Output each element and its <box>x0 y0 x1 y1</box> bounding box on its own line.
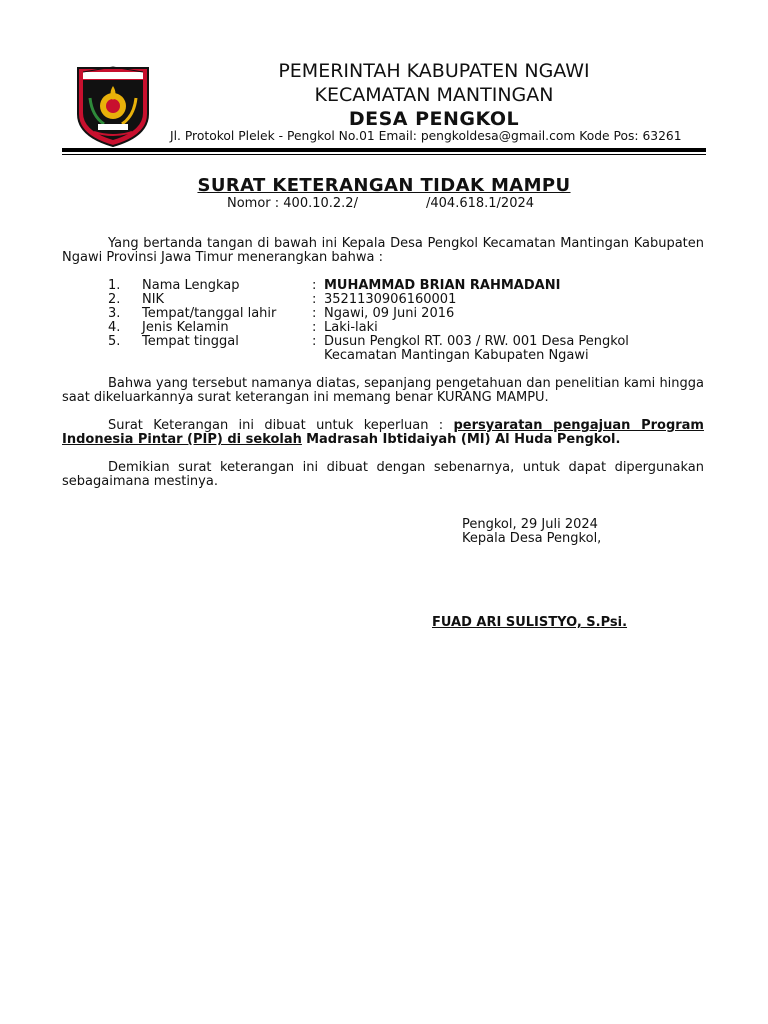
signature-position: Kepala Desa Pengkol, <box>462 531 602 546</box>
identity-row-name <box>62 279 706 293</box>
intro-text: Yang bertanda tangan di bawah ini Kepala Desa Pengkol Kecamatan Mantingan Kabupaten Ngawi Provinsi Jawa Timur menerangkan bahwa : <box>62 236 704 265</box>
letter-number-suffix: /404.618.1/2024 <box>426 196 535 211</box>
identity-row-birth <box>62 307 706 321</box>
purpose-paragraph <box>62 419 704 447</box>
identity-value: Laki-laki <box>324 320 378 335</box>
identity-row-address <box>62 335 706 349</box>
identity-number: 2. <box>108 292 121 307</box>
identity-colon: : <box>312 292 317 307</box>
intro-paragraph <box>62 237 704 265</box>
identity-colon: : <box>312 320 317 335</box>
identity-row-gender <box>62 321 706 335</box>
statement-paragraph <box>62 377 704 405</box>
closing-text: Demikian surat keterangan ini dibuat dengan sebenarnya, untuk dapat dipergunakan sebagaimana mestinya. <box>62 460 704 489</box>
identity-number: 4. <box>108 320 121 335</box>
purpose-school: Madrasah Ibtidaiyah (MI) Al Huda Pengkol. <box>306 432 621 447</box>
letter-number-prefix: Nomor : 400.10.2.2/ <box>227 196 358 211</box>
identity-colon: : <box>312 278 317 293</box>
identity-number: 3. <box>108 306 121 321</box>
identity-number: 5. <box>108 334 121 349</box>
identity-value: Dusun Pengkol RT. 003 / RW. 001 Desa Pengkol <box>324 334 629 349</box>
identity-value: Ngawi, 09 Juni 2016 <box>324 306 455 321</box>
identity-label: Nama Lengkap <box>142 278 240 293</box>
identity-label: Jenis Kelamin <box>142 320 229 335</box>
letterhead-divider-thin <box>62 154 706 155</box>
letterhead-district: KECAMATAN MANTINGAN <box>314 84 554 106</box>
letterhead-address: Jl. Protokol Plelek - Pengkol No.01 Email: pengkoldesa@gmail.com Kode Pos: 63261 <box>170 129 682 143</box>
identity-number: 1. <box>108 278 121 293</box>
letterhead-divider-thick <box>62 148 706 152</box>
signature-name: FUAD ARI SULISTYO, S.Psi. <box>432 615 628 630</box>
identity-row-address-cont <box>62 349 706 363</box>
identity-label: NIK <box>142 292 165 307</box>
identity-label: Tempat tinggal <box>142 334 239 349</box>
identity-label: Tempat/tanggal lahir <box>142 306 277 321</box>
regency-coat-of-arms-icon <box>74 64 152 148</box>
letterhead-government: PEMERINTAH KABUPATEN NGAWI <box>278 60 590 82</box>
identity-colon: : <box>312 334 317 349</box>
identity-colon: : <box>312 306 317 321</box>
closing-paragraph <box>62 461 704 489</box>
identity-value: MUHAMMAD BRIAN RAHMADANI <box>324 278 561 293</box>
signature-place-date: Pengkol, 29 Juli 2024 <box>462 517 598 532</box>
purpose-underlined: persyaratan pengajuan Program Indonesia Pintar (PIP) di sekolah <box>62 418 704 447</box>
purpose-prefix: Surat Keterangan ini dibuat untuk keperluan : <box>108 418 444 433</box>
identity-row-nik <box>62 293 706 307</box>
statement-text: Bahwa yang tersebut namanya diatas, sepanjang pengetahuan dan penelitian kami hingga saat dikeluarkannya surat keterangan ini memang benar KURANG MAMPU. <box>62 376 704 405</box>
letter-title: SURAT KETERANGAN TIDAK MAMPU <box>197 175 571 196</box>
letterhead-village: DESA PENGKOL <box>348 108 520 130</box>
identity-value-continued: Kecamatan Mantingan Kabupaten Ngawi <box>324 348 589 363</box>
identity-value: 3521130906160001 <box>324 292 457 307</box>
